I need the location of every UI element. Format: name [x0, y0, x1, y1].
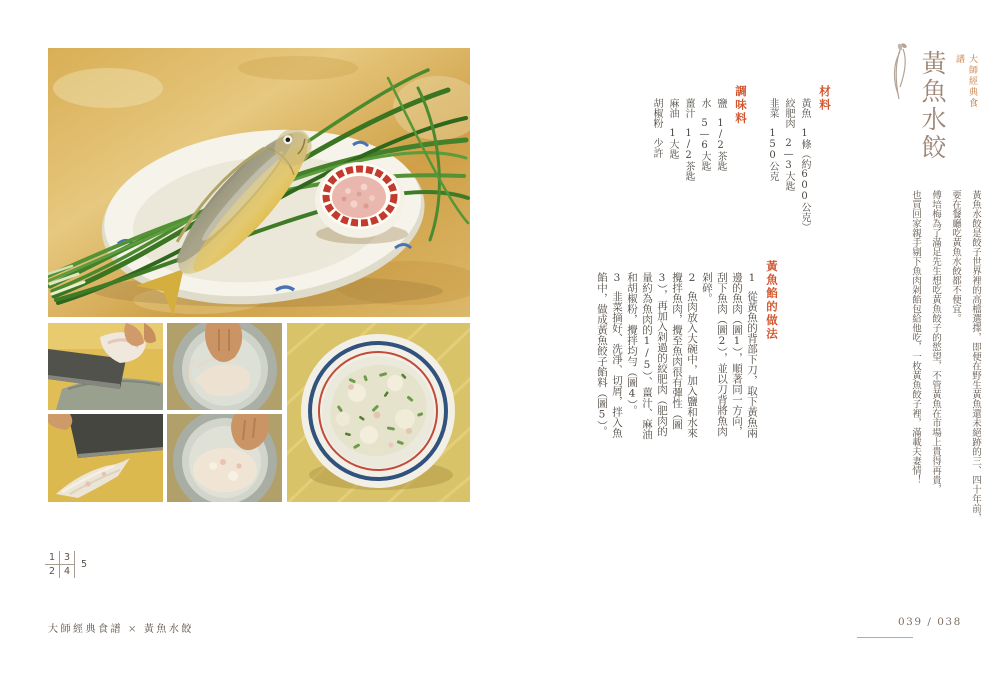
figure-index-grid — [45, 551, 75, 578]
step-number: 3 — [611, 272, 623, 284]
step-text: 韭菜摘好、洗淨、切屑，拌入魚餡中，做成黃魚餃子餡料（圖5）。 — [596, 272, 623, 438]
intro-paragraph: 要在餐廳吃黃魚水餃都不便宜。 — [950, 190, 961, 323]
seasoning-item: 水 5—6大匙 — [699, 98, 710, 171]
material-item: 黃魚 1條（約600公克） — [799, 98, 810, 232]
materials-section — [764, 85, 837, 253]
series-label: 大師經典食譜 — [954, 54, 977, 109]
figure-index-cell: 3 — [60, 551, 75, 565]
intro-paragraph: 也買回家親手剔下魚肉剁餡包給他吃，一枚黃魚餃子裡，滿載夫妻情！ — [910, 190, 921, 485]
page-number-rule — [857, 637, 913, 638]
step-photo-2 — [48, 414, 163, 502]
step-number: 1 — [746, 272, 758, 284]
method-step — [699, 260, 759, 442]
plant-sketch-icon — [886, 42, 912, 102]
method-section — [594, 260, 784, 442]
materials-items — [764, 85, 812, 253]
intro-paragraph: 黃魚水餃是餃子世界裡的高檔選擇，即便在野生黃魚還未絕跡的三、四十年前， — [970, 190, 981, 523]
material-item: 絞肥肉 2—3大匙 — [783, 98, 794, 191]
intro-paragraph: 傅培梅為了滿足先生想吃黃魚餃子的慾望，不管黃魚在市場上貴得再貴， — [930, 190, 941, 494]
step-photo-3 — [167, 323, 282, 410]
seasonings-items — [648, 85, 728, 253]
figure-index — [45, 551, 87, 578]
step-photo-1 — [48, 323, 163, 410]
footer-title: 黃魚水餃 — [143, 624, 194, 635]
figure-index-cell: 4 — [60, 565, 75, 578]
step-number: 2 — [686, 272, 698, 284]
seasoning-item: 麻油 1大匙 — [667, 98, 678, 159]
recipe-title: 黃魚水餃 — [918, 50, 947, 162]
footer-separator: × — [128, 624, 139, 635]
figure-index-cell: 2 — [45, 565, 60, 578]
seasoning-item: 薑汁 1/2茶匙 — [683, 98, 694, 181]
footer-series: 大師經典食譜 — [48, 624, 123, 635]
material-item: 韭菜 150公克 — [767, 98, 778, 181]
materials-header: 材料 — [818, 85, 832, 112]
main-photo-ingredients — [48, 48, 470, 317]
seasoning-item: 胡椒粉 少許 — [651, 98, 662, 158]
method-steps — [594, 260, 759, 442]
seasonings-header: 調味料 — [734, 85, 748, 126]
step-photo-5 — [287, 323, 470, 502]
seasonings-section — [648, 85, 753, 253]
method-step — [594, 260, 624, 442]
step-text: 從黃魚的背部下刀，取下黃魚兩邊的魚肉（圖1），順著同一方向，刮下魚肉（圖2），並以刀背將魚肉剁碎。 — [701, 272, 758, 438]
method-step — [624, 260, 699, 442]
step-text: 魚肉放入大碗中，加入鹽和水來攪拌魚肉，攪至魚肉很有彈性（圖3），再加入剁過的絞肥肉（肥肉的量約為魚肉的1/5）、薑汁、麻油和胡椒粉，攪拌均勻（圖4）。 — [626, 272, 698, 440]
step-photo-4 — [167, 414, 282, 502]
footer-running-title — [48, 620, 194, 635]
figure-index-cell: 1 — [45, 551, 60, 565]
method-header: 黃魚餡的做法 — [765, 260, 779, 341]
figure-index-outside: 5 — [81, 559, 88, 570]
intro-text — [905, 190, 985, 528]
seasoning-item: 鹽 1/2茶匙 — [715, 98, 726, 171]
page-number: 039 / 038 — [898, 616, 962, 628]
